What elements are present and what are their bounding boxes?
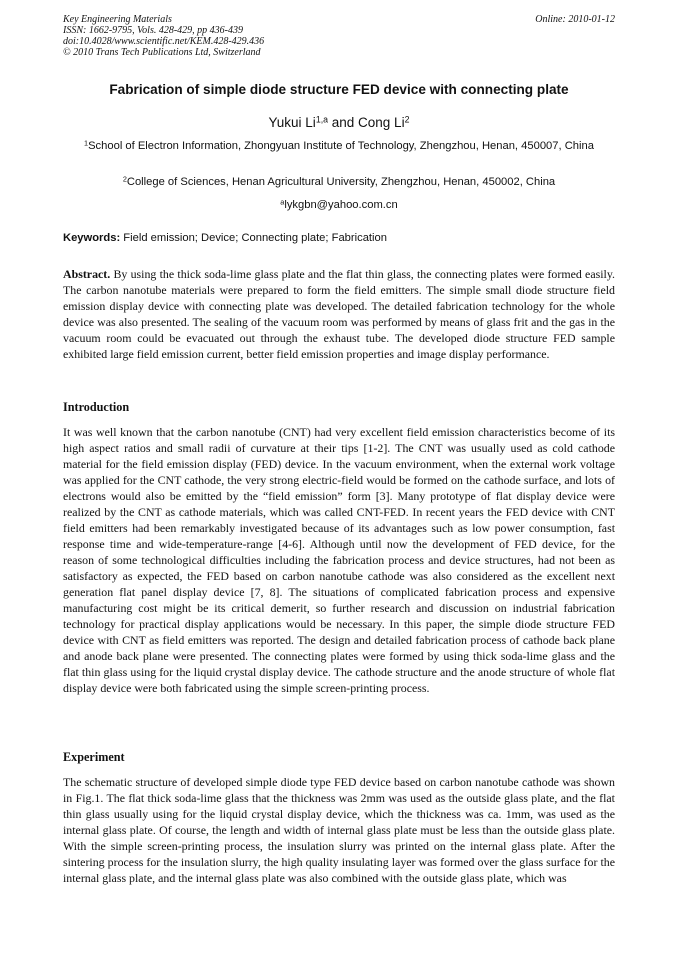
author-1: Yukui Li <box>268 115 316 130</box>
experiment-heading: Experiment <box>63 750 125 764</box>
email-sup: a <box>280 197 285 207</box>
abstract-label: Abstract. <box>63 267 111 281</box>
doi-line: doi:10.4028/www.scientific.net/KEM.428-429.436 <box>63 36 265 47</box>
affiliation-2-text: College of Sciences, Henan Agricultural University, Zhengzhou, Henan, 450002, China <box>126 176 556 188</box>
journal-header <box>63 14 615 58</box>
author-email <box>63 197 615 213</box>
abstract-text: By using the thick soda-lime glass plate and the flat thin glass, the connecting plates were formed easily. The carbon nanotube materials were prepared to form the field emitters. The simple small diode structure field emission display device with connecting plate was developed. The detailed fabrication technology for the whole device was also presented. The sealing of the vacuum room was performed by means of glass frit and the gas in the vacuum room could be evacuated out through the exhaust tube. The developed diode structure FED sample exhibited large field emission current, better field emission properties and image display performance. <box>63 267 615 361</box>
affiliation-1-sup: 1 <box>84 138 89 148</box>
author-2: Cong Li <box>358 115 405 130</box>
email-text: lykgbn@yahoo.com.cn <box>284 199 398 211</box>
author-conj: and <box>328 115 359 130</box>
issn-line: ISSN: 1662-9795, Vols. 428-429, pp 436-439 <box>63 25 243 36</box>
author-1-sup: 1,a <box>315 114 328 125</box>
keywords-text: Field emission; Device; Connecting plate; Fabrication <box>120 232 387 244</box>
keywords <box>63 232 615 244</box>
keywords-label: Keywords: <box>63 232 121 244</box>
affiliation-1-text: School of Electron Information, Zhongyuan Institute of Technology, Zhengzhou, Henan, 450007, China <box>88 140 594 152</box>
online-date: Online: 2010-01-12 <box>535 14 615 25</box>
abstract <box>63 266 615 362</box>
author-line <box>0 115 678 130</box>
copyright-line: © 2010 Trans Tech Publications Ltd, Switzerland <box>63 47 261 58</box>
introduction-text: It was well known that the carbon nanotube (CNT) had very excellent field emission characteristics become of its high aspect ratios and small radii of curvature at their tips [1-2]. The CNT was usually used as cold cathode material for the field emission display (FED) device. In the vacuum environment, when the external work voltage was applied for the CNT cathode, the very strong electric-field would be formed on the cathode surface, and lots of electrons would also be emitted by the “field emission” form [3]. Many prototype of flat display device were realized by the CNT as cathode materials, which was called CNT-FED. In recent years the FED device with CNT field emitters had been remarkably investigated because of its advantages such as low power consumption, fast response time and wide-temperature-range [4-6]. Although until now the development of FED device, for the reason of some technological difficulties including the fabrication process and device structures, had not been as satisfactory as expected, the FED based on carbon nanotube cathode was also considered as the excellent next generation flat panel display device [7, 8]. The situations of complicated fabrication process and expensive manufacturing cost might be its critical demerit, so further research and discussion on industrial fabrication technology for practical display applications would be necessary. In this paper, the simple diode structure FED device with CNT as field emitters was reported. The design and detailed fabrication process of cathode back plane and anode back plane were presented. The connecting plates were formed by using thick soda-lime glass and the flat thin glass using for the liquid crystal display device. The cathode structure and the anode structure of whole flat display device were both fabricated using the simple screen-printing process. <box>63 425 615 695</box>
journal-name: Key Engineering Materials <box>63 14 172 25</box>
affiliation-1 <box>63 138 615 154</box>
introduction-heading: Introduction <box>63 400 130 414</box>
experiment-text: The schematic structure of developed simple diode type FED device based on carbon nanotube cathode was shown in Fig.1. The flat thick soda-lime glass that the thickness was 2mm was used as the outside glass plate, and the flat thin glass usually using for the liquid crystal display device, which the thickness was ca. 1mm, was used as the internal glass plate. Of course, the length and width of internal glass plate must be less than the outside glass plate. With the simple screen-printing process, the insulation slurry was printed on the internal glass plate. After the sintering process for the insulation slurry, the high quality insulating layer was formed over the glass surface for the internal glass plate, and the internal glass plate was also combined with the outside glass plate, which was <box>63 775 615 885</box>
paper-title: Fabrication of simple diode structure FED device with connecting plate <box>109 82 569 97</box>
affiliation-2-sup: 2 <box>122 174 127 184</box>
author-2-sup: 2 <box>404 114 410 125</box>
affiliation-2 <box>63 174 615 190</box>
